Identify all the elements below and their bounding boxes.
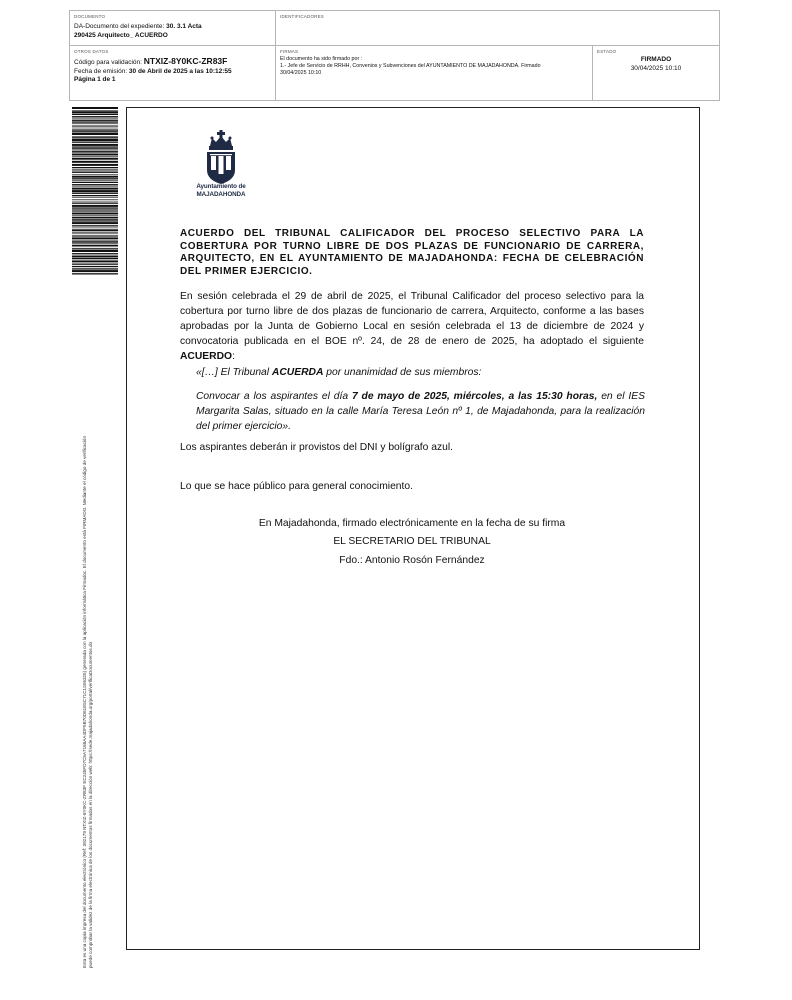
estado-datetime: 30/04/2025 10:10 xyxy=(630,64,682,72)
fecha-prefix: Fecha de emisión: xyxy=(74,67,129,75)
intro-paragraph xyxy=(180,289,644,364)
barcode-stripe xyxy=(72,190,118,192)
barcode-stripe xyxy=(72,120,118,121)
barcode-stripe xyxy=(72,152,118,153)
intro-acuerdo: ACUERDO xyxy=(180,351,233,362)
barcode-stripe xyxy=(72,188,118,190)
barcode-stripe xyxy=(72,201,118,202)
barcode-stripe xyxy=(72,182,118,183)
identificadores-label: IDENTIFICADORES xyxy=(280,14,325,19)
barcode-stripe xyxy=(72,111,118,113)
barcode-stripe xyxy=(72,228,118,229)
barcode-stripe xyxy=(72,121,118,122)
side-text-line2: puede comprobar la validez de la firma electrónica de los documentos firmados en la dirección web: https://sede.majadahonda.org/portal/verificaDocumentos.do xyxy=(88,641,93,968)
otros-datos-cell xyxy=(69,45,276,101)
quote1-post: por unanimidad de sus miembros: xyxy=(323,367,482,378)
barcode-stripe xyxy=(72,268,118,269)
quote1-pre: «[…] El Tribunal xyxy=(196,367,272,378)
barcode-stripe xyxy=(72,266,118,267)
barcode-stripe xyxy=(72,225,118,226)
barcode-stripe xyxy=(72,242,118,243)
barcode-stripe xyxy=(72,258,118,259)
codigo-value: NTXIZ-8Y0KC-ZR83F xyxy=(143,56,228,66)
quote-convocatoria xyxy=(196,389,645,434)
barcode-stripe xyxy=(72,199,118,200)
documento-acta: 30. 3.1 Acta xyxy=(166,23,202,30)
firmas-cell xyxy=(275,45,593,101)
barcode-stripe xyxy=(72,234,118,235)
barcode-stripe xyxy=(72,126,118,127)
barcode-stripe xyxy=(72,245,118,246)
barcode-stripe xyxy=(72,270,118,272)
codigo-validacion xyxy=(74,57,271,68)
barcode-stripe xyxy=(72,222,118,224)
quote-acuerda xyxy=(196,365,645,380)
barcode-stripe xyxy=(72,210,118,211)
barcode-stripe xyxy=(72,229,118,231)
barcode-stripe xyxy=(72,137,118,138)
barcode-stripe xyxy=(72,151,118,152)
barcode-stripe xyxy=(72,253,118,254)
barcode-stripe xyxy=(72,220,118,221)
barcode-stripe xyxy=(72,133,118,135)
estado-cell xyxy=(592,45,720,101)
publico-paragraph: Lo que se hace público para general conocimiento. xyxy=(180,481,413,492)
firmas-line1: El documento ha sido firmado por : xyxy=(280,56,363,62)
barcode-stripe xyxy=(72,123,118,124)
barcode-stripe xyxy=(72,186,118,187)
barcode-stripe xyxy=(72,235,118,236)
barcode-stripe xyxy=(72,136,118,137)
estado-label: ESTADO xyxy=(597,49,617,54)
barcode-stripe xyxy=(72,161,118,163)
barcode-stripe xyxy=(72,146,118,147)
barcode-stripe xyxy=(72,154,118,156)
barcode-stripe xyxy=(72,118,118,119)
quote2-bold: 7 de mayo de 2025, miércoles, a las 15:30 horas, xyxy=(351,391,598,402)
fecha-value: 30 de Abril de 2025 a las 10:12:55 xyxy=(128,67,232,75)
barcode-stripe xyxy=(72,237,118,239)
barcode-stripe xyxy=(72,217,118,218)
barcode-stripe xyxy=(72,167,118,168)
aspirantes-paragraph: Los aspirantes deberán ir provistos del DNI y bolígrafo azul. xyxy=(180,442,454,453)
barcode-stripe xyxy=(72,128,118,129)
intro-end: : xyxy=(232,351,235,362)
barcode-stripe xyxy=(72,250,118,252)
quote2-post: en el IES Margarita Salas, situado en la calle María Teresa León nº 1, de Majadahonda, para la realización del primer ejercicio». xyxy=(196,391,645,432)
firmas-label: FIRMAS xyxy=(280,49,299,54)
barcode-stripe xyxy=(72,107,118,109)
barcode-stripe xyxy=(72,172,118,173)
intro-text: En sesión celebrada el 29 de abril de 2025, el Tribunal Calificador del proceso selectivo para la cobertura por turno libre de dos plazas de funcionario de carrera, Arquitecto, conforme a las bases aprobadas por la Junta de Gobierno Local en sesión celebrada el 13 de diciembre de 2024 y convocatoria publicada en el BOE nº. 24, de 28 de enero de 2025, ha adoptado el siguiente xyxy=(180,291,644,347)
identificadores-cell xyxy=(275,10,720,46)
barcode-stripe xyxy=(72,260,118,262)
barcode-stripe xyxy=(72,256,118,258)
quote1-bold: ACUERDA xyxy=(271,367,324,378)
quote2-pre: Convocar a los aspirantes el día xyxy=(196,391,352,402)
barcode-stripe xyxy=(72,169,118,170)
firmas-line2: 1.- Jefe de Servicio de RRHH, Convenios y Subvenciones del AYUNTAMIENTO DE MAJADAHONDA. Firmado xyxy=(280,63,541,69)
otros-datos-label: OTROS DATOS xyxy=(74,49,109,54)
barcode-stripe xyxy=(72,171,118,172)
barcode-stripe xyxy=(72,247,118,248)
barcode-stripe xyxy=(72,232,118,233)
barcode-stripe xyxy=(72,205,118,207)
barcode-stripe xyxy=(72,164,118,166)
barcode-stripe xyxy=(72,116,118,117)
logo-line1: Ayuntamiento de xyxy=(196,183,246,190)
barcode-stripe xyxy=(72,203,118,204)
barcode-stripe xyxy=(72,248,118,249)
barcode-stripe xyxy=(72,236,118,237)
barcode-stripe xyxy=(72,264,118,265)
barcode-stripe xyxy=(72,193,118,194)
barcode-stripe xyxy=(72,144,118,146)
barcode-stripe xyxy=(72,211,118,212)
barcode-stripe xyxy=(72,207,118,208)
codigo-prefix: Código para validación: xyxy=(74,59,144,66)
fecha-emision xyxy=(74,68,271,77)
logo-line2: MAJADAHONDA xyxy=(196,191,246,198)
estado-status: FIRMADO xyxy=(640,56,672,63)
barcode-stripe xyxy=(72,180,118,181)
barcode-stripe xyxy=(72,273,118,274)
side-verification-text xyxy=(82,278,112,968)
barcode-stripe xyxy=(72,156,118,157)
documento-line1 xyxy=(74,23,271,32)
documento-line2: 290425 Arquitecto_ ACUERDO xyxy=(74,31,168,39)
barcode-stripe xyxy=(72,158,118,160)
firma-line1: En Majadahonda, firmado electrónicamente en la fecha de su firma xyxy=(258,518,566,529)
barcode-stripe xyxy=(72,129,118,130)
barcode-stripe xyxy=(72,174,118,175)
barcode-stripe xyxy=(72,176,118,178)
barcode-stripe xyxy=(72,131,118,132)
barcode-stripe xyxy=(72,178,118,179)
barcode-stripe xyxy=(72,125,118,126)
barcode-stripe xyxy=(72,114,118,115)
firma-line3: Fdo.: Antonio Rosón Fernández xyxy=(339,555,485,566)
barcode-stripe xyxy=(72,148,118,149)
side-text-line1: Esta es una copia impresa del documento electrónico (Ref: 392179 NTXIZ-8Y0KC-ZR83F EC245FD7C5A7168AA4DF5B70D61E5C71C11E6325) generada con la aplicación informática Firmadoc. El documento está FIRMADO. Mediante el código de verificación xyxy=(82,435,87,968)
firmas-line3: 30/04/2025 10:10 xyxy=(280,70,322,76)
barcode-stripe xyxy=(72,215,118,216)
barcode-stripe xyxy=(72,219,118,220)
barcode xyxy=(72,107,118,275)
barcode-stripe xyxy=(72,142,118,143)
barcode-stripe xyxy=(72,139,118,141)
documento-cell xyxy=(69,10,276,46)
barcode-stripe xyxy=(72,110,118,111)
barcode-stripe xyxy=(72,195,118,196)
document-title: ACUERDO DEL TRIBUNAL CALIFICADOR DEL PROCESO SELECTIVO PARA LA COBERTURA POR TURNO LIBRE DE DOS PLAZAS DE FUNCIONARIO DE CARRERA, ARQUITECTO, EN EL AYUNTAMIENTO DE MAJADAHONDA: FECHA DE CELEBRACIÓN DEL PRIMER EJERCICIO. xyxy=(180,228,644,277)
documento-label: DOCUMENTO xyxy=(74,14,106,19)
barcode-stripe xyxy=(72,209,118,210)
documento-prefix: DA-Documento del expediente: xyxy=(74,23,167,30)
barcode-stripe xyxy=(72,184,118,185)
barcode-stripe xyxy=(72,213,118,215)
barcode-stripe xyxy=(72,197,118,198)
barcode-stripe xyxy=(72,241,118,242)
firma-line2: EL SECRETARIO DEL TRIBUNAL xyxy=(333,536,491,547)
pagina: Página 1 de 1 xyxy=(74,76,116,83)
